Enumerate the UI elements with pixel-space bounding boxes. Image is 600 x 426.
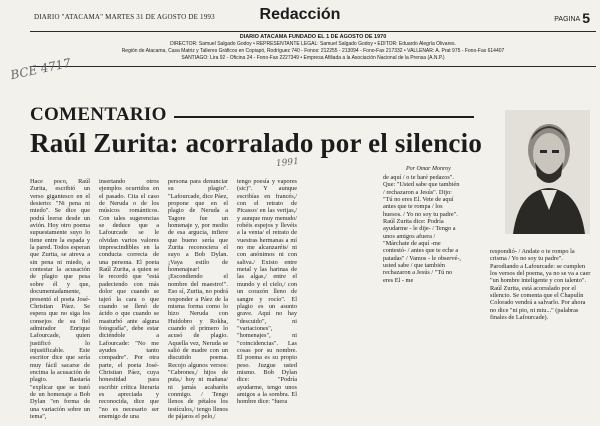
page-number [554,10,590,26]
article-column-2: insertando otros ejemplos ocurridos en el pasado. Cita el caso de Neruda o de los músicos románticos. Con tales sugerencias se deduce que a Lafourcade se le olvidan varios valores imprescindibles en la conducta correcta de una persona. El poeta Raúl Zurita, a quien se le recordó que "está padeciendo con más dolor que cuando se tajeó la cara o que cuando se llenó de ácido o que cuando se masturbó ante alguna fotografía", debe estar diciéndole a Lafourcade: "No me ayudes tanto compadre". Por otra parte, el poeta José-Christian Páez, cuya honestidad para escribir crítica literaria es apreciada y reconocida, dice que "no es necesario ser enemigo de una [99,178,159,420]
portrait-image [505,110,590,234]
masthead-rule [30,31,596,32]
masthead [4,4,596,30]
author-photo [505,110,590,234]
founded-line: DIARIO ATACAMA FUNDADO EL 1 DE AGOSTO DE 1970 [239,34,387,40]
page-label: PAGINA [554,16,581,23]
article-column-1: Hace poco, Raúl Zurita, escribió un verso gigantesco en el desierto: "Ni pena ni miedo". Se dice que podrá leerse desde un avión. Hoy otro poema supuestamente suyo lo tiene entre la espada y la pared. Todos esperan que Zurita, se atreva a sin pena ni miedo, a contestar la acusación de plagio que pesa sobre él y que, documentadamente, presentó el poeta José-Christian Páez. Se espera que no siga los consejos de su fiel admirador Enrique Lafourcade, quien justificó lo injustificable. Este escritor dice que sería muy fácil sacarse de encima la acusación de plagio. Bastaría "explicar que se trató de un homenaje a Bob Dylan "en forma de una variación sobre un tema", [30,178,90,420]
article-column-6: respondió- / Andate o te rompo la crisma / Yo no soy tu padre". Parodiando a Lafourcade: se cumplen los versos del poema, ya no se va a caer "un hombre inteligente y con talento". Raúl Zurita, está acorralado por el silencio. Se comenta que el Chapulín Colorado vendrá a salvarlo. Por ahora no dice "ni pio, ni miu..." (palabras finales de Lafourcade). [490,248,591,322]
staff-rule [30,66,596,67]
paper-dateline: DIARIO "ATACAMA" MARTES 31 DE AGOSTO DE 1993 [34,13,215,21]
handwritten-year-note: 1991 [275,156,300,170]
staff-line-3: SANTIAGO: Lira 92 - Oficina 24 - Fono-Fax 2227349 • Empresa Afiliada a la Asociación Nacional de la Prensa (A.N.P.) [181,55,445,61]
staff-line-1: DIRECTOR: Samuel Salgado Godoy • REPRESENTANTE LEGAL: Samuel Salgado Godoy • EDITOR: Eduardo Alegría Olivares. [170,41,456,47]
staff-box [30,34,596,62]
section-label: COMENTARIO [30,104,167,125]
section-header [30,104,474,128]
section-title: Redacción [259,6,341,23]
headline: Raúl Zurita: acorralado por el silencio [30,128,483,158]
article-column-5: de aquí / o te haré pedazos". Que: "Usted sabe que también / rechazaron a Jesús". Dijo: "Tú no eres El. Vete de aquí antes que te rompa / los huesos. / Yo no soy tu padre". Raúl Zurita dice: Podría ayudarme - le dije- / Tengo a unos amigos afuera / "Márchate de aquí -me contestó- / antes que te eche a patadas" / Vamos - le observé-, usted sabe / que también rechazaron a Jesús / "Tú no eres El - me [383,174,461,284]
handwritten-catalog-note: BCE 4717 [9,55,73,83]
page-number-value: 5 [582,10,590,26]
article-column-4: tengo poesía y vapores (sic)". Y aunque escribías en francés,/ con el retrato de Picasso/ en las verijas,/ y aunque muy menudo/ robéis espejos y llevéis a la venta/ el retrato de vuestras hermanas a mí no me alcanzaréis/ ni con anónimos ni con saliva./ Existo entre metal y las harinas de las algas,/ entre el mundo y el cielo,/ con un corazón lleno de sangre y rocío". El plagio es un asunto grave. Aquí no hay "descuido", ni "variaciones", "homenajes", ni "coincidencias". Las cosas por su nombre. El poema es su propio peso. Juzgue usted mismo. Bob Dylan dice: "Podría ayudarme, tengo unos amigos a la sombra. El hombre dice: "fuera [237,178,297,406]
section-rule [174,116,474,118]
article-column-3: persona para denunciar su plagio". "Lafourcade, dice Páez, propone que en el plagio de Neruda a Tagore fue un homenaje y, por medio de esa argucia, infiere que bueno sería que Zurita reconociera el suyo a Bob Dylan. ¡Vaya estilo de homenajear! ¡Escondiendo el nombre del maestro!". Eso sí, Zurita, no podrá responder a Páez de la misma forma como lo hizo Neruda con Huidobro y Rokha, cuando el primero lo acusó de plagio. Aquella vez, Neruda se salió de madre con un discutido poema. Recojo algunos versos: "Cabrones,/ hijos de puta,/ hoy ni mañana/ ni jamás acabaréis conmigo. / Tengo llenos de pétalos los testículos,/ tengo llenos de pájaros el pelo,/ [168,178,228,420]
byline: Por Omar Monroy [406,166,451,172]
staff-line-2: Región de Atacama, Casa Matriz y Talleres Gráficos en Copiapó, Rodríguez 740 - Fonos: 212255 - 213094 - Fono-Fax 217332 • VALLENAR: A. Prat 975 - Fono-Fax 614407 [121,48,505,54]
